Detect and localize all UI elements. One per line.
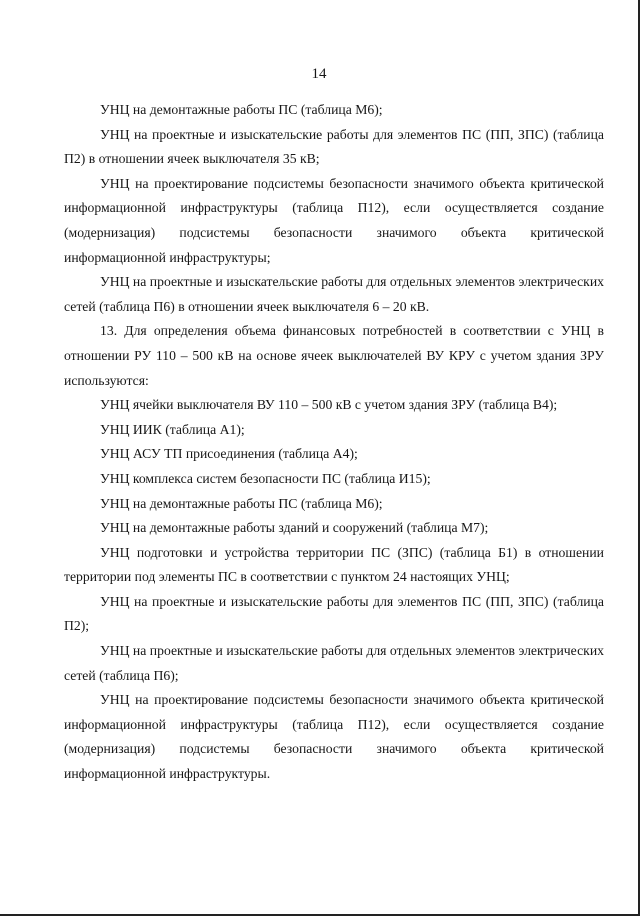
paragraph-design-works-6-20kv: УНЦ на проектные и изыскательские работы для отдельных элементов электрических сетей (таблица П6) в отношении ячеек выключателя 6 – 20 кВ. bbox=[64, 274, 604, 314]
document-body bbox=[64, 98, 604, 787]
paragraph-security-subsystem-design: УНЦ на проектирование подсистемы безопасности значимого объекта критической информационной инфраструктуры (таблица П12), если осуществляется создание (модернизация) подсистемы безопасности значимого объекта критической информационной инфраструктуры; bbox=[64, 175, 604, 265]
paragraph-item-13: 13. Для определения объема финансовых потребностей в соответствии с УНЦ в отношении РУ 110 – 500 кВ на основе ячеек выключателей ВУ КРУ с учетом здания ЗРУ используются: bbox=[64, 323, 604, 388]
page-number: 14 bbox=[311, 66, 327, 82]
paragraph-design-works-35kv: УНЦ на проектные и изыскательские работы для элементов ПС (ПП, ЗПС) (таблица П2) в отношении ячеек выключателя 35 кВ; bbox=[64, 126, 604, 167]
paragraph-dismantling-buildings: УНЦ на демонтажные работы зданий и сооружений (таблица М7); bbox=[100, 520, 489, 536]
paragraph-territory-preparation: УНЦ подготовки и устройства территории ПС (ЗПС) (таблица Б1) в отношении территории под элементы ПС в соответствии с пунктом 24 настоящих УНЦ; bbox=[64, 544, 604, 585]
paragraph-security-subsystem-design-final: УНЦ на проектирование подсистемы безопасности значимого объекта критической информационной инфраструктуры (таблица П12), если осуществляется создание (модернизация) подсистемы безопасности значимого объекта критической информационной инфраструктуры. bbox=[64, 692, 604, 782]
paragraph-dismantling-substation: УНЦ на демонтажные работы ПС (таблица М6); bbox=[100, 495, 383, 511]
paragraph-switch-cell-zru: УНЦ ячейки выключателя ВУ 110 – 500 кВ с учетом здания ЗРУ (таблица В4); bbox=[100, 397, 558, 413]
paragraph-iik: УНЦ ИИК (таблица А1); bbox=[100, 421, 245, 437]
paragraph-asu-tp: УНЦ АСУ ТП присоединения (таблица А4); bbox=[100, 446, 358, 462]
paragraph-dismantling-works: УНЦ на демонтажные работы ПС (таблица М6); bbox=[100, 102, 383, 117]
paragraph-security-systems: УНЦ комплекса систем безопасности ПС (таблица И15); bbox=[100, 470, 431, 486]
paragraph-design-works-network: УНЦ на проектные и изыскательские работы для отдельных элементов электрических сетей (таблица П6); bbox=[64, 643, 604, 683]
paragraph-design-works-substation: УНЦ на проектные и изыскательские работы для элементов ПС (ПП, ЗПС) (таблица П2); bbox=[64, 593, 604, 634]
